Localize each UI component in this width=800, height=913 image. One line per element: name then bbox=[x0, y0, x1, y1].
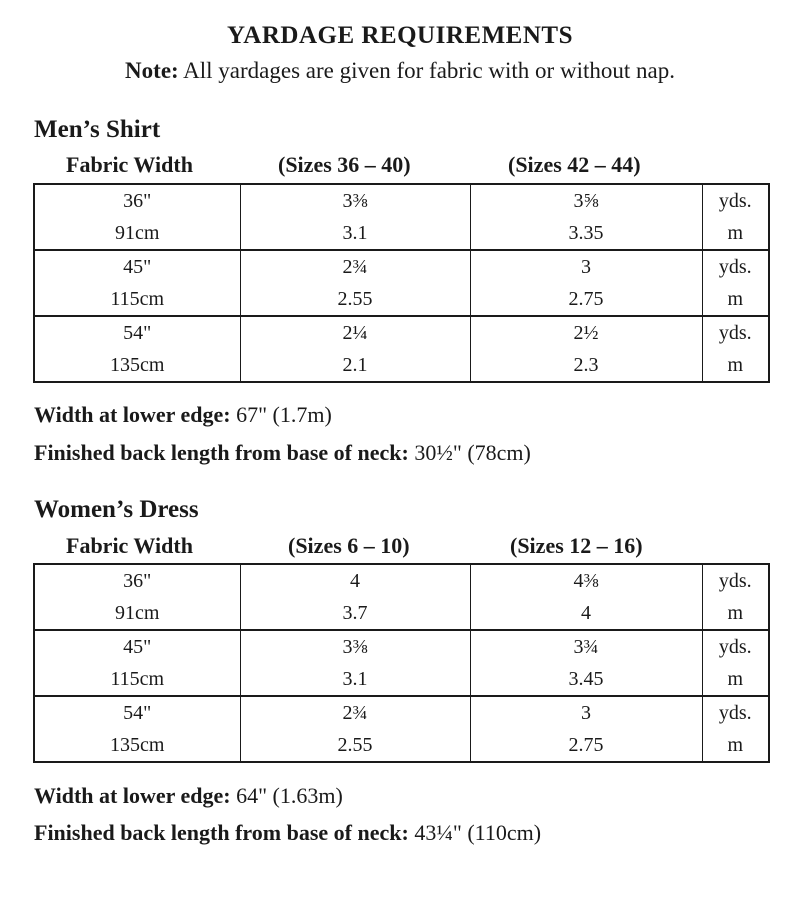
back-length-value: 43¼" (110cm) bbox=[408, 820, 542, 845]
size-range-header: (Sizes 42 – 44) bbox=[508, 152, 641, 177]
fabric-width-cm: 91cm bbox=[34, 217, 240, 250]
table-row bbox=[34, 217, 769, 250]
meterage-cell: 2.75 bbox=[470, 729, 702, 762]
yardage-cell: 3 bbox=[470, 696, 702, 729]
unit-yards: yds. bbox=[702, 316, 769, 349]
table-row bbox=[34, 597, 769, 630]
back-length-label: Finished back length from base of neck: bbox=[34, 820, 409, 845]
meterage-cell: 3.35 bbox=[470, 217, 702, 250]
unit-meters: m bbox=[702, 663, 769, 696]
fabric-width-cm: 91cm bbox=[34, 597, 240, 630]
yardage-cell: 3⅝ bbox=[470, 184, 702, 217]
yardage-cell: 2¾ bbox=[240, 696, 470, 729]
back-length bbox=[34, 820, 541, 846]
yardage-cell: 4⅜ bbox=[470, 564, 702, 597]
meterage-cell: 3.45 bbox=[470, 663, 702, 696]
lower-edge-value: 67" (1.7m) bbox=[230, 402, 332, 427]
table-row bbox=[34, 630, 769, 663]
yardage-cell: 4 bbox=[240, 564, 470, 597]
unit-yards: yds. bbox=[702, 250, 769, 283]
table-row bbox=[34, 696, 769, 729]
unit-meters: m bbox=[702, 217, 769, 250]
fabric-width-cm: 115cm bbox=[34, 283, 240, 316]
back-length-value: 30½" (78cm) bbox=[408, 440, 531, 465]
table-row bbox=[34, 283, 769, 316]
yardage-cell: 2½ bbox=[470, 316, 702, 349]
page-title: YARDAGE REQUIREMENTS bbox=[227, 22, 573, 49]
lower-edge-label: Width at lower edge: bbox=[34, 783, 231, 808]
size-range-header: (Sizes 12 – 16) bbox=[510, 533, 643, 558]
fabric-width-inches: 45" bbox=[34, 630, 240, 663]
table-row bbox=[34, 349, 769, 382]
unit-yards: yds. bbox=[702, 564, 769, 597]
lower-edge-width bbox=[34, 402, 332, 428]
meterage-cell: 3.7 bbox=[240, 597, 470, 630]
table-row bbox=[34, 250, 769, 283]
unit-yards: yds. bbox=[702, 696, 769, 729]
fabric-width-header: Fabric Width bbox=[66, 533, 193, 558]
table-row bbox=[34, 729, 769, 762]
unit-meters: m bbox=[702, 729, 769, 762]
lower-edge-width bbox=[34, 783, 343, 809]
meterage-cell: 2.55 bbox=[240, 729, 470, 762]
unit-meters: m bbox=[702, 283, 769, 316]
yardage-cell: 3 bbox=[470, 250, 702, 283]
lower-edge-label: Width at lower edge: bbox=[34, 402, 231, 427]
yardage-cell: 2¼ bbox=[240, 316, 470, 349]
nap-note bbox=[0, 58, 800, 84]
unit-yards: yds. bbox=[702, 184, 769, 217]
back-length-label: Finished back length from base of neck: bbox=[34, 440, 409, 465]
fabric-width-cm: 135cm bbox=[34, 729, 240, 762]
fabric-width-cm: 115cm bbox=[34, 663, 240, 696]
meterage-cell: 2.75 bbox=[470, 283, 702, 316]
table-row bbox=[34, 316, 769, 349]
fabric-width-header: Fabric Width bbox=[66, 152, 193, 177]
yardage-cell: 2¾ bbox=[240, 250, 470, 283]
fabric-width-inches: 36" bbox=[34, 564, 240, 597]
table-row bbox=[34, 184, 769, 217]
fabric-width-inches: 54" bbox=[34, 316, 240, 349]
unit-meters: m bbox=[702, 349, 769, 382]
table-row bbox=[34, 564, 769, 597]
yardage-cell: 3⅜ bbox=[240, 184, 470, 217]
meterage-cell: 2.3 bbox=[470, 349, 702, 382]
fabric-width-inches: 54" bbox=[34, 696, 240, 729]
fabric-width-cm: 135cm bbox=[34, 349, 240, 382]
note-text: All yardages are given for fabric with or without nap. bbox=[178, 58, 675, 83]
mens-shirt-yardage-table bbox=[33, 183, 770, 383]
meterage-cell: 3.1 bbox=[240, 663, 470, 696]
meterage-cell: 3.1 bbox=[240, 217, 470, 250]
meterage-cell: 4 bbox=[470, 597, 702, 630]
yardage-cell: 3¾ bbox=[470, 630, 702, 663]
meterage-cell: 2.55 bbox=[240, 283, 470, 316]
meterage-cell: 2.1 bbox=[240, 349, 470, 382]
size-range-header: (Sizes 36 – 40) bbox=[278, 152, 411, 177]
womens-dress-yardage-table bbox=[33, 563, 770, 763]
note-label: Note: bbox=[125, 58, 179, 83]
fabric-width-inches: 36" bbox=[34, 184, 240, 217]
yardage-cell: 3⅜ bbox=[240, 630, 470, 663]
unit-meters: m bbox=[702, 597, 769, 630]
size-range-header: (Sizes 6 – 10) bbox=[288, 533, 410, 558]
unit-yards: yds. bbox=[702, 630, 769, 663]
mens-shirt-heading: Men’s Shirt bbox=[34, 116, 161, 143]
lower-edge-value: 64" (1.63m) bbox=[230, 783, 343, 808]
back-length bbox=[34, 440, 531, 466]
fabric-width-inches: 45" bbox=[34, 250, 240, 283]
table-row bbox=[34, 663, 769, 696]
womens-dress-heading: Women’s Dress bbox=[34, 496, 199, 523]
